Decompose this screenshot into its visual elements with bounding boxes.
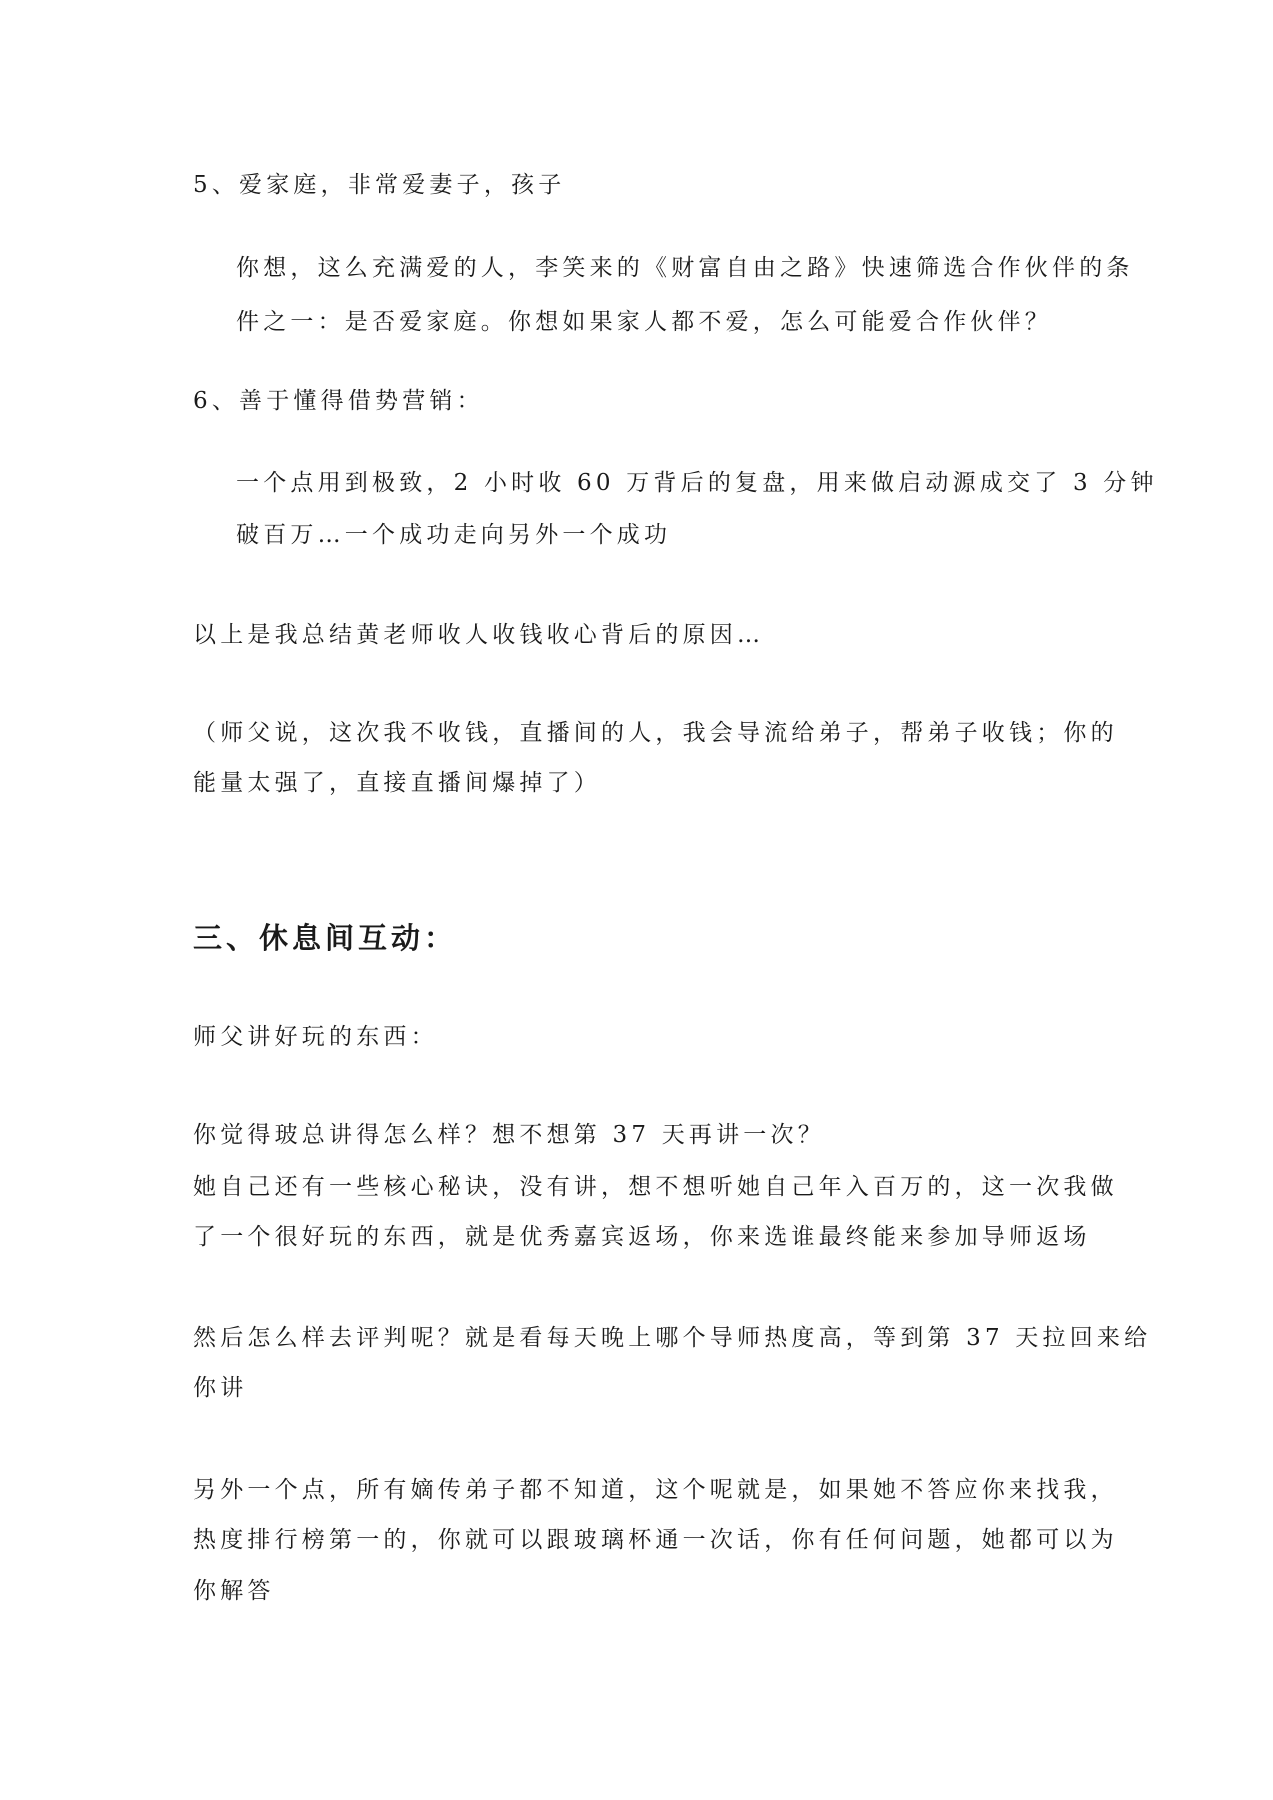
paragraph-1-line-2: 她自己还有一些核心秘诀，没有讲，想不想听她自己年入百万的，这一次我做 [193, 1174, 1118, 1200]
note-line-2: 能量太强了，直接直播间爆掉了） [193, 770, 601, 796]
paragraph-2-line-2: 你讲 [193, 1375, 248, 1401]
paragraph-3-line-1: 另外一个点，所有嫡传弟子都不知道，这个呢就是，如果她不答应你来找我， [193, 1477, 1118, 1503]
item-5-line-1: 你想，这么充满爱的人，李笑来的《财富自由之路》快速筛选合作伙伴的条 [236, 255, 1134, 281]
note-line-1: （师父说，这次我不收钱，直播间的人，我会导流给弟子，帮弟子收钱；你的 [193, 720, 1118, 746]
section-3-intro: 师父讲好玩的东西： [193, 1024, 438, 1050]
paragraph-3-line-2: 热度排行榜第一的，你就可以跟玻璃杯通一次话，你有任何问题，她都可以为 [193, 1527, 1118, 1553]
item-6-title: 6、善于懂得借势营销： [193, 388, 484, 414]
paragraph-1-line-3: 了一个很好玩的东西，就是优秀嘉宾返场，你来选谁最终能来参加导师返场 [193, 1224, 1091, 1250]
paragraph-2-line-1: 然后怎么样去评判呢？就是看每天晚上哪个导师热度高，等到第 37 天拉回来给 [193, 1325, 1152, 1351]
summary-text: 以上是我总结黄老师收人收钱收心背后的原因… [193, 622, 765, 648]
paragraph-1-line-1: 你觉得玻总讲得怎么样？想不想第 37 天再讲一次？ [193, 1122, 825, 1148]
item-6-line-2: 破百万…一个成功走向另外一个成功 [236, 522, 672, 548]
item-5-title: 5、爱家庭，非常爱妻子，孩子 [193, 172, 566, 198]
item-5-line-2: 件之一：是否爱家庭。你想如果家人都不爱，怎么可能爱合作伙伴？ [236, 309, 1052, 335]
item-6-line-1: 一个点用到极致，2 小时收 60 万背后的复盘，用来做启动源成交了 3 分钟 [236, 470, 1158, 496]
section-3-heading: 三、休息间互动： [193, 921, 458, 955]
paragraph-3-line-3: 你解答 [193, 1578, 275, 1604]
